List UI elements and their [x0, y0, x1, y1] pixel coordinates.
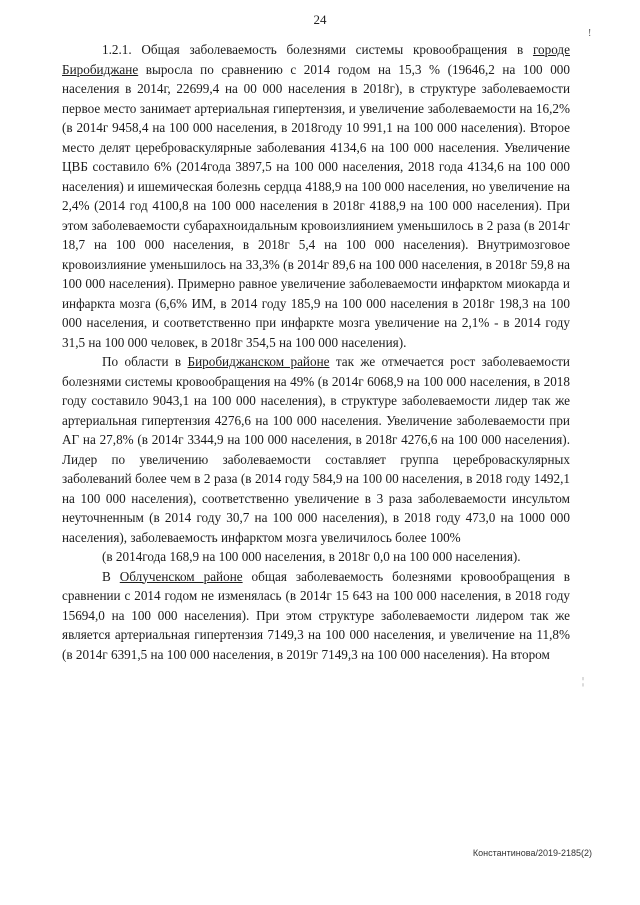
margin-mark: !: [588, 28, 592, 39]
paragraph-continuation: (в 2014года 168,9 на 100 000 населения, в 2018г 0,0 на 100 000 населения).: [102, 549, 521, 564]
paragraph-text: В: [102, 568, 120, 584]
paragraph-birobidzhan-district: [62, 352, 570, 547]
page-number: 24: [313, 12, 327, 27]
paragraph-text: 1.2.1. Общая заболеваемость болезнями системы кровообращения в: [102, 42, 533, 57]
underlined-place-name: Биробиджанском районе: [187, 354, 330, 369]
paragraph-text: так же отмечается рост заболеваемости болезнями системы кровообращения на 49% (в 2014г 6068,9 на 100 000 населения, в 2018 году составило 9043,1 на 100 000 населения), в структуре заболеваемости лидер так же артериальная гипертензия 4276,6 на 100 000 населения. Увеличение заболеваемости при АГ на 27,8% (в 2014г 3344,9 на 100 000 населения, в 2018г 4276,6 на 100 000 населения). Лидер по увеличению заболеваемости составляет группа цереброваскулярных заболеваний более чем в 2 раза (в 2014 году 584,9 на 100 00 населения, в 2018 году 1492,1 на 100 000 населения), соответственно увеличение в 3 раза заболеваемости инсультом неуточненным (в 2014 году 30,7 на 100 000 населения), в 2018 году 473,0 на 1000 000 населения), заболеваемость инфарктом мозга увеличилось более 100%: [62, 354, 570, 545]
paragraph-birobidzhan-city: [62, 40, 570, 352]
footer-reference: Константинова/2019-2185(2): [472, 848, 592, 858]
paragraph-text: общая заболеваемость болезнями кровообращения в сравнении с 2014 годом не изменялась (в 2014г 15 643 на 100 000 населения, в 2018 году 15694,0 на 100 000 населения). При этом структуре заболеваемости лидером так же является артериальная гипертензия 7149,3 на 100 000 населения, и увеличение на 11,8% (в 2014г 6391,5 на 100 000 населения, в 2019г 7149,3 на 100 000 населения). На втором: [62, 568, 570, 662]
paragraph-obluchensky-district: [62, 567, 570, 665]
margin-mark-secondary: ¦: [582, 676, 585, 687]
paragraph-text: выросла по сравнению с 2014 годом на 15,3 % (19646,2 на 100 000 населения в 2014г, 22699,4 на 00 000 населения в 2018г), в структуре заболеваемости первое место занимает артериальная гипертензия, и увеличение заболеваемости на 16,2% (в 2014г 9458,4 на 100 000 населения, в 2018году 10 991,1 на 100 000 населения). Второе место делят цереброваскулярные заболевания 4134,6 на 100 000 населения. Увеличение ЦВБ составило 6% (2014года 3897,5 на 100 000 населения, 2018 года 4134,6 на 100 000 населения) и ишемическая болезнь сердца 4188,9 на 100 000 населения, но увеличение на 2,4% (2014 год 4100,8 на 100 000 населения в 2018г 4188,9 на 100 000 населения). При этом заболеваемости субарахноидальным кровоизлиянием уменьшилось в 2 раза (в 2014г 18,7 на 100 000 населения, в 2018г 5,4 на 100 000 населения). Внутримозговое кровоизлияние уменьшилось на 33,3% (в 2014г 89,6 на 100 000 населения, в 2018г 59,8 на 100 000 населения). Примерно равное увеличение заболеваемости инфарктом миокарда и инфаркта мозга (6,6% ИМ, в 2014 году 185,9 на 100 000 населения в 2018г 198,3 на 100 000 населения, и соответственно при инфаркте мозга увеличение на 2,1% - в 2014 году 31,5 на 100 000 человек, в 2018г 354,5 на 100 000 населения).: [62, 61, 570, 350]
body-text: [62, 40, 570, 664]
paragraph-text: По области в: [102, 354, 188, 369]
underlined-place-name: Облученском районе: [119, 568, 243, 584]
underlined-place-name: городе Биробиджане: [62, 42, 570, 77]
